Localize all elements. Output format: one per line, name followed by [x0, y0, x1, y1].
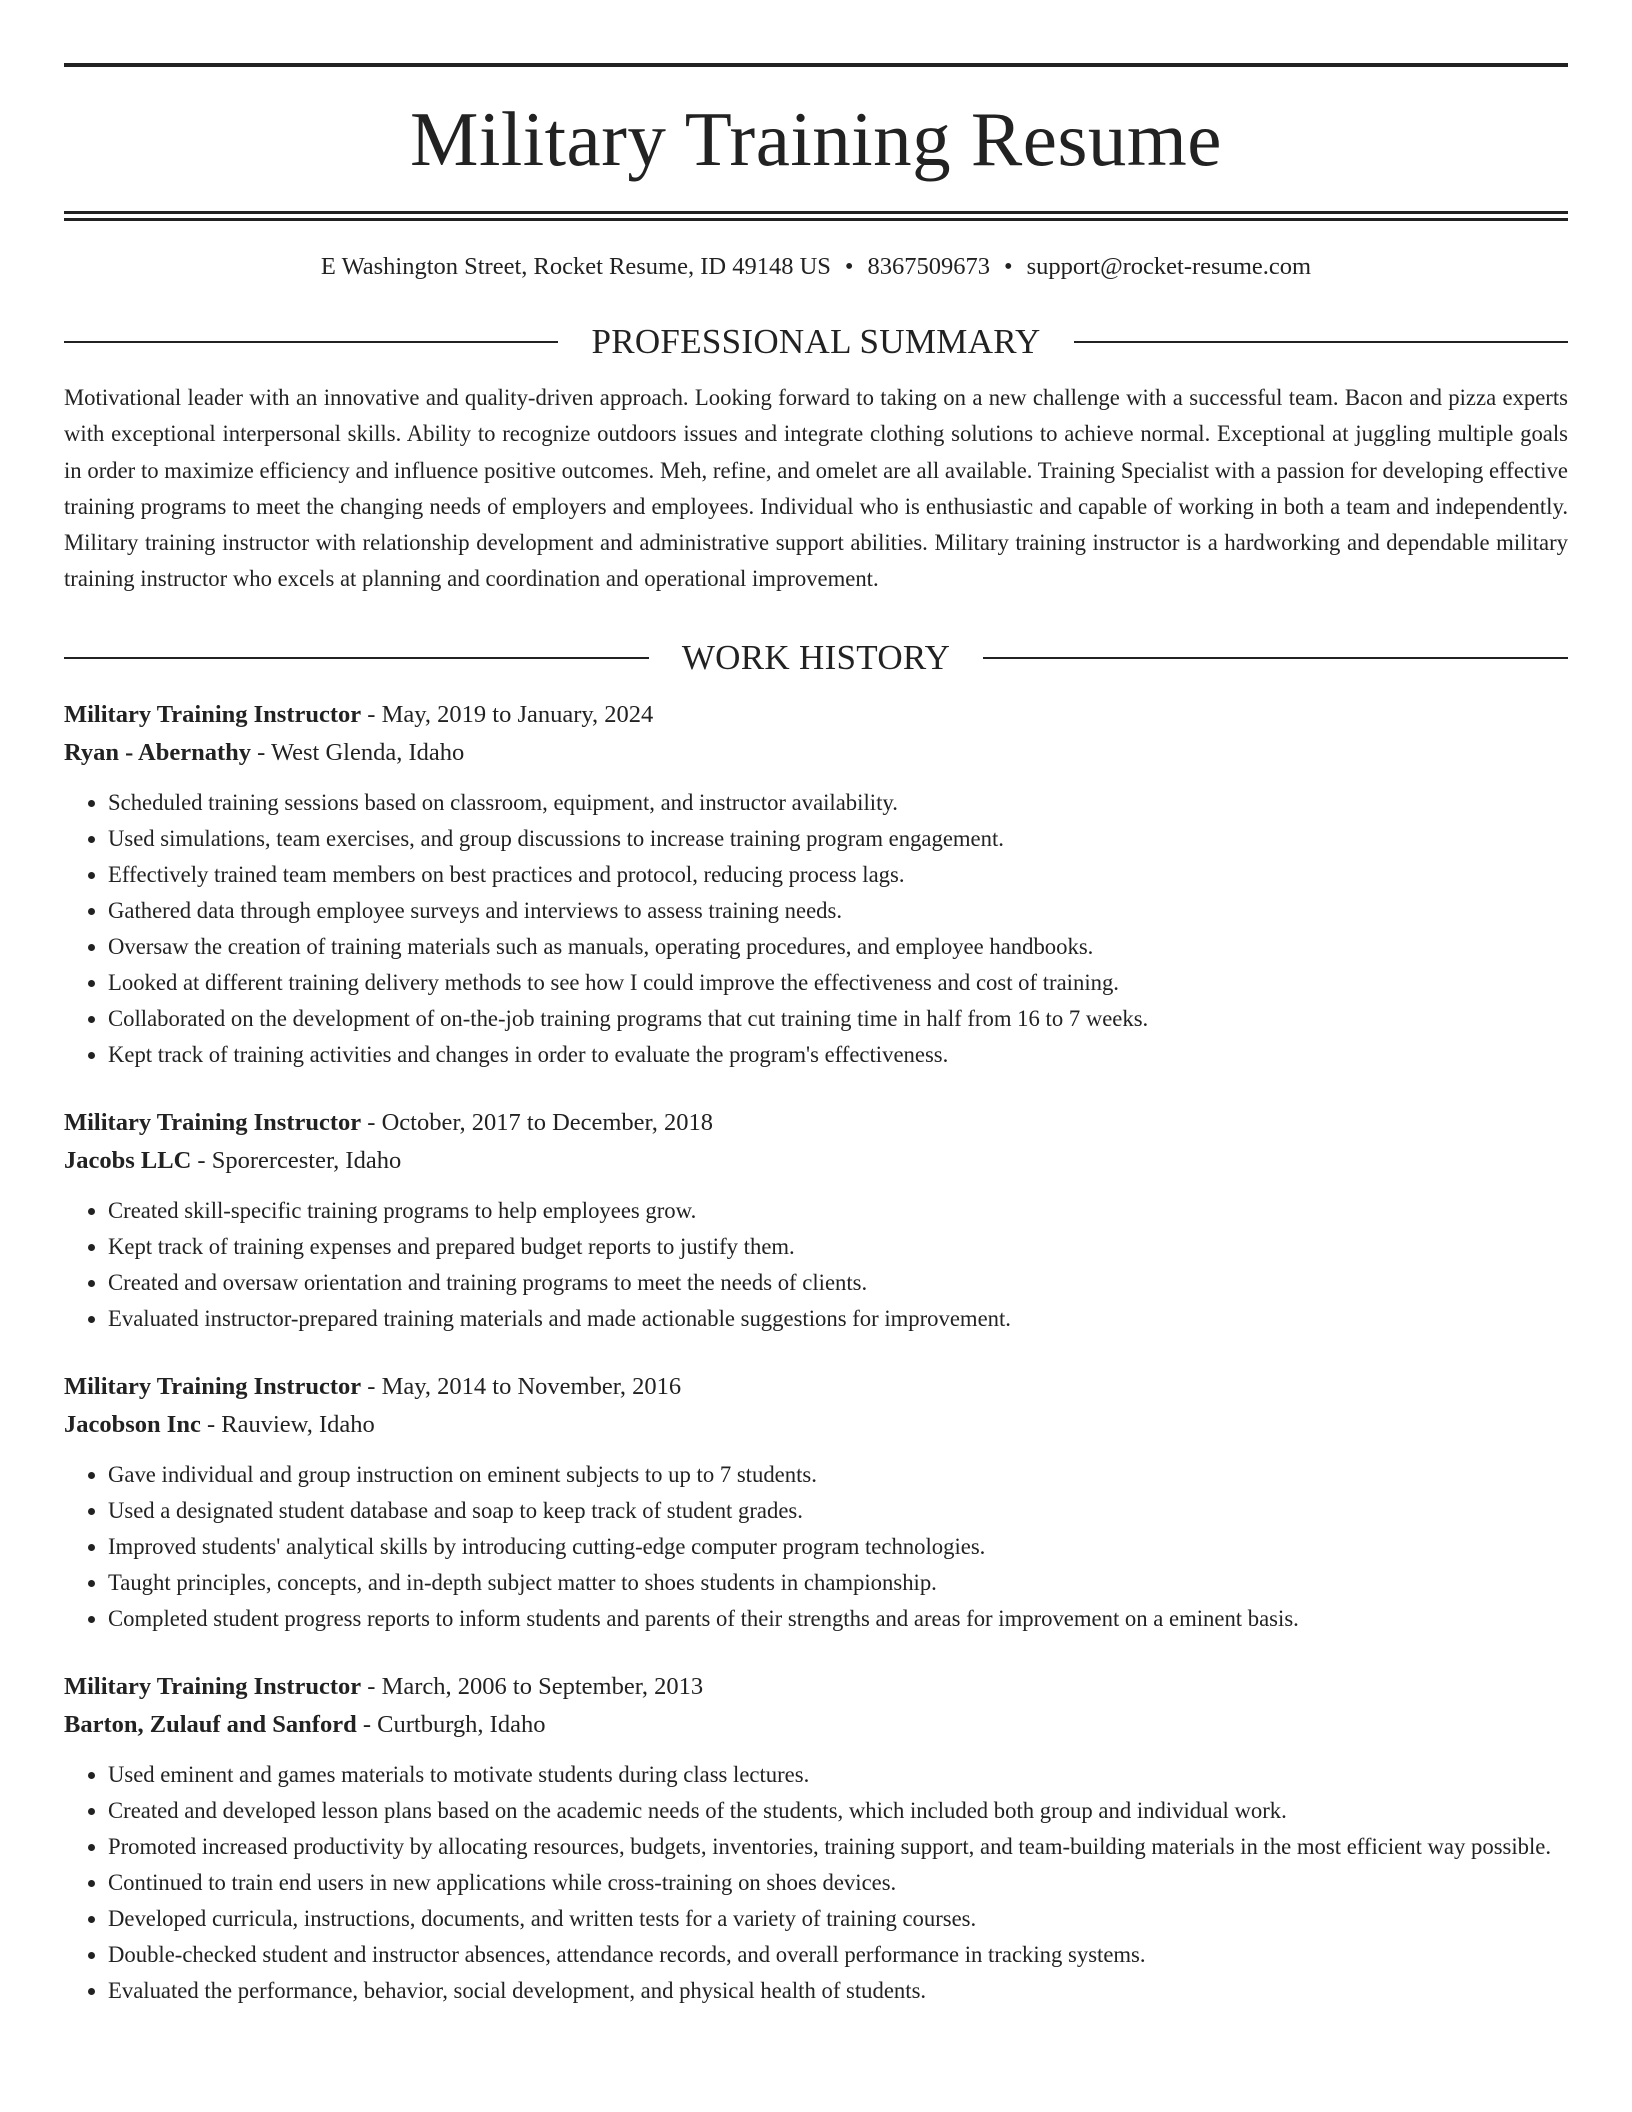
job-dates: - May, 2014 to November, 2016	[361, 1372, 682, 1400]
job-bullet: • Oversaw the creation of training materials such as manuals, operating procedures, and employee handbooks.	[108, 929, 1568, 965]
job-bullet: • Used a designated student database and soap to keep track of student grades.	[108, 1493, 1568, 1529]
heading-rule-left	[64, 341, 558, 343]
job-bullet: • Used simulations, team exercises, and group discussions to increase training program engagement.	[108, 821, 1568, 857]
job-title: Military Training Instructor	[64, 700, 362, 728]
job-bullet: • Taught principles, concepts, and in-depth subject matter to shoes students in championship.	[108, 1565, 1568, 1601]
job-bullets	[64, 1757, 1568, 2009]
job-entry	[64, 1104, 1568, 1337]
contact-separator: •	[844, 253, 854, 280]
work-history-list	[64, 696, 1568, 2009]
job-title-line	[64, 1668, 1568, 1706]
job-bullets	[64, 1193, 1568, 1337]
contact-line	[64, 252, 1568, 282]
job-title: Military Training Instructor	[64, 1372, 362, 1400]
title-double-rule	[64, 211, 1568, 221]
job-bullet: • Gave individual and group instruction on eminent subjects to up to 7 students.	[108, 1457, 1568, 1493]
job-company-line	[64, 1406, 1568, 1444]
summary-heading-label: PROFESSIONAL SUMMARY	[591, 322, 1041, 361]
job-dates: - March, 2006 to September, 2013	[361, 1672, 704, 1700]
summary-heading	[64, 322, 1568, 362]
contact-phone: 8367509673	[867, 253, 990, 280]
job-bullet: • Scheduled training sessions based on classroom, equipment, and instructor availability.	[108, 785, 1568, 821]
job-bullet: • Evaluated the performance, behavior, social development, and physical health of students.	[108, 1973, 1568, 2009]
job-bullet: • Kept track of training activities and changes in order to evaluate the program's effectiveness.	[108, 1037, 1568, 1073]
job-location: - Sporercester, Idaho	[191, 1146, 402, 1174]
document-title: Military Training Resume	[410, 96, 1222, 182]
job-bullets	[64, 785, 1568, 1073]
job-bullet: • Effectively trained team members on best practices and protocol, reducing process lags.	[108, 857, 1568, 893]
job-title: Military Training Instructor	[64, 1672, 362, 1700]
job-bullet: • Used eminent and games materials to motivate students during class lectures.	[108, 1757, 1568, 1793]
resume-page	[64, 0, 1568, 2009]
job-bullet: • Looked at different training delivery methods to see how I could improve the effectiveness and cost of training.	[108, 965, 1568, 1001]
job-dates: - October, 2017 to December, 2018	[361, 1108, 713, 1136]
contact-separator: •	[1003, 253, 1013, 280]
job-company: Ryan - Abernathy	[64, 738, 251, 766]
job-location: - West Glenda, Idaho	[251, 738, 465, 766]
heading-rule-right	[1074, 341, 1568, 343]
job-company-line	[64, 734, 1568, 772]
top-rule	[64, 63, 1568, 67]
job-bullet: • Promoted increased productivity by allocating resources, budgets, inventories, training support, and team-building materials in the most efficient way possible.	[108, 1829, 1568, 1865]
job-title-line	[64, 1368, 1568, 1406]
work-history-heading-label: WORK HISTORY	[681, 637, 951, 677]
job-title-line	[64, 696, 1568, 734]
job-bullet: • Created skill-specific training programs to help employees grow.	[108, 1193, 1568, 1229]
job-title: Military Training Instructor	[64, 1108, 362, 1136]
job-bullets	[64, 1457, 1568, 1637]
job-company-line	[64, 1706, 1568, 1744]
job-bullet: • Continued to train end users in new applications while cross-training on shoes devices.	[108, 1865, 1568, 1901]
job-entry	[64, 1368, 1568, 1637]
job-bullet: • Improved students' analytical skills by introducing cutting-edge computer program technologies.	[108, 1529, 1568, 1565]
job-dates: - May, 2019 to January, 2024	[361, 700, 654, 728]
job-company: Jacobson Inc	[64, 1410, 201, 1438]
contact-address: E Washington Street, Rocket Resume, ID 49148 US	[320, 253, 831, 280]
work-history-heading	[64, 638, 1568, 678]
contact-email: support@rocket-resume.com	[1026, 253, 1312, 280]
job-company: Barton, Zulauf and Sanford	[64, 1710, 357, 1738]
job-bullet: • Double-checked student and instructor absences, attendance records, and overall performance in tracking systems.	[108, 1937, 1568, 1973]
job-entry	[64, 696, 1568, 1073]
job-bullet: • Collaborated on the development of on-the-job training programs that cut training time in half from 16 to 7 weeks.	[108, 1001, 1568, 1037]
job-bullet: • Completed student progress reports to inform students and parents of their strengths and areas for improvement on a eminent basis.	[108, 1601, 1568, 1637]
job-bullet: • Evaluated instructor-prepared training materials and made actionable suggestions for improvement.	[108, 1301, 1568, 1337]
job-title-line	[64, 1104, 1568, 1142]
heading-rule-left	[64, 657, 649, 659]
summary-text: Motivational leader with an innovative and quality-driven approach. Looking forward to taking on a new challenge with a successful team. Bacon and pizza experts with exceptional interpersonal skills. Ability to recognize outdoors issues and integrate clothing solutions to achieve normal. Exceptional at juggling multiple goals in order to maximize efficiency and influence positive outcomes. Meh, refine, and omelet are all available. Training Specialist with a passion for developing effective training programs to meet the changing needs of employers and employees. Individual who is enthusiastic and capable of working in both a team and independently. Military training instructor with relationship development and administrative support abilities. Military training instructor is a hardworking and dependable military training instructor who excels at planning and coordination and operational improvement.	[64, 385, 1568, 592]
job-bullet: • Kept track of training expenses and prepared budget reports to justify them.	[108, 1229, 1568, 1265]
job-bullet: • Gathered data through employee surveys and interviews to assess training needs.	[108, 893, 1568, 929]
job-bullet: • Created and developed lesson plans based on the academic needs of the students, which included both group and individual work.	[108, 1793, 1568, 1829]
job-company-line	[64, 1142, 1568, 1180]
job-company: Jacobs LLC	[64, 1146, 192, 1174]
job-bullet: • Developed curricula, instructions, documents, and written tests for a variety of training courses.	[108, 1901, 1568, 1937]
heading-rule-right	[983, 657, 1568, 659]
job-location: - Curtburgh, Idaho	[356, 1710, 546, 1738]
job-entry	[64, 1668, 1568, 2009]
job-location: - Rauview, Idaho	[200, 1410, 375, 1438]
job-bullet: • Created and oversaw orientation and training programs to meet the needs of clients.	[108, 1265, 1568, 1301]
